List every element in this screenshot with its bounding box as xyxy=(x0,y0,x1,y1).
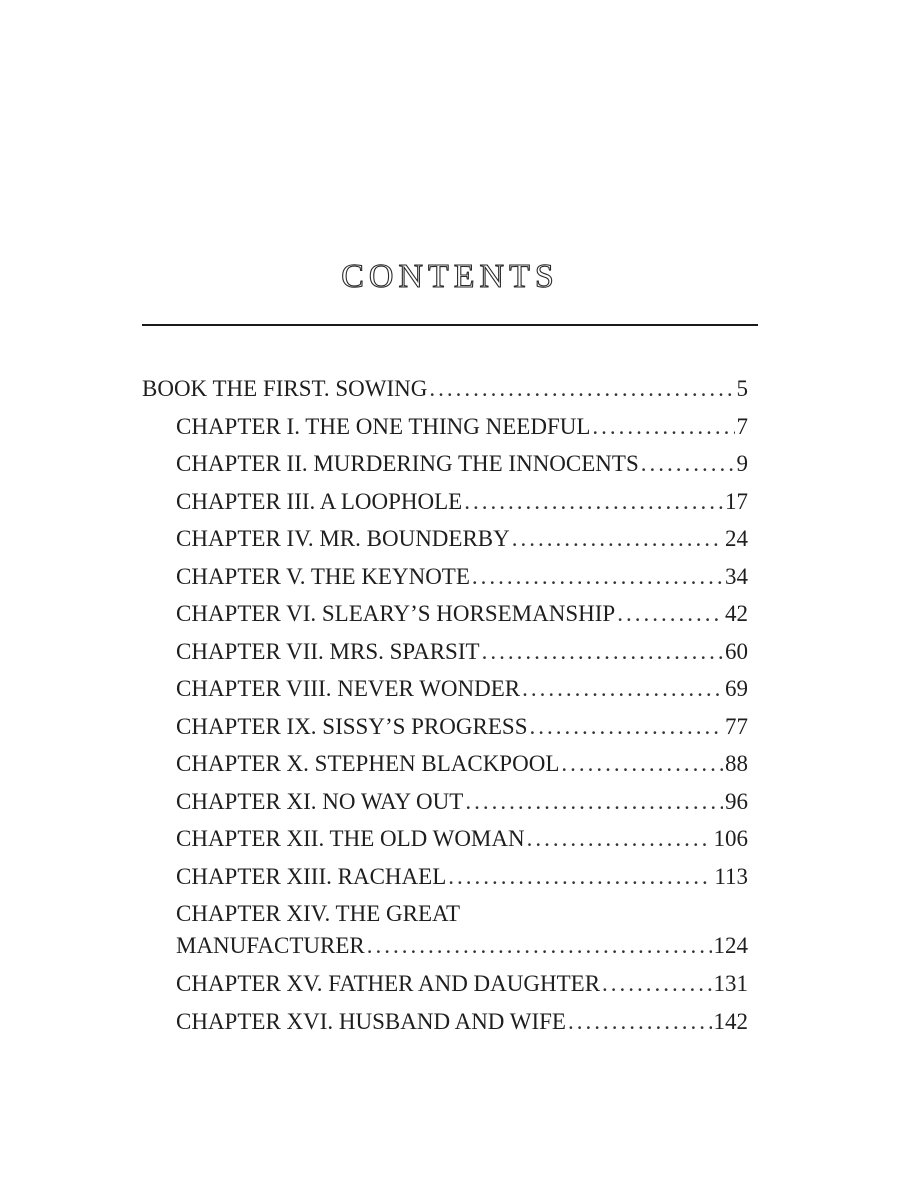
toc-entry-page: 60 xyxy=(725,638,748,664)
toc-entry-page: 124 xyxy=(713,933,748,958)
toc-entry-chapter-5[interactable] xyxy=(142,558,748,596)
dot-leader xyxy=(367,930,712,962)
dot-leader xyxy=(429,370,734,408)
toc-entry-title: CHAPTER III. A LOOPHOLE xyxy=(176,488,463,514)
toc-entry-chapter-11[interactable] xyxy=(142,783,748,821)
toc-entry-page: 9 xyxy=(736,451,748,476)
toc-entry-chapter-2[interactable] xyxy=(142,445,748,483)
toc-entry-title: CHAPTER X. STEPHEN BLACKPOOL xyxy=(176,751,560,776)
dot-leader xyxy=(465,783,723,821)
toc-entry-title: CHAPTER XV. FATHER AND DAUGHTER xyxy=(176,971,601,996)
toc-entry-chapter-12[interactable] xyxy=(142,820,748,858)
dot-leader xyxy=(592,408,734,446)
dot-leader xyxy=(527,820,712,858)
dot-leader xyxy=(568,1003,712,1041)
toc-entry-title: CHAPTER V. THE KEYNOTE xyxy=(176,563,470,589)
contents-heading: CONTENTS xyxy=(341,258,559,295)
toc-entry-page: 42 xyxy=(725,601,748,626)
dot-leader xyxy=(617,595,723,633)
toc-entry-chapter-16[interactable] xyxy=(142,1003,748,1041)
toc-entry-page: 17 xyxy=(725,488,748,514)
toc-entry-title: CHAPTER XI. NO WAY OUT xyxy=(176,788,464,814)
toc-entry-title: CHAPTER XII. THE OLD WOMAN xyxy=(176,826,525,851)
table-of-contents xyxy=(142,370,748,1040)
toc-entry-title: CHAPTER VIII. NEVER WONDER xyxy=(176,676,521,701)
toc-entry-page: 96 xyxy=(725,788,748,814)
toc-entry-title-line-2-row xyxy=(176,930,748,962)
toc-entry-page: 131 xyxy=(713,971,748,996)
dot-leader xyxy=(641,445,735,483)
toc-entry-page: 142 xyxy=(713,1008,748,1034)
toc-entry-chapter-9[interactable] xyxy=(142,708,748,746)
toc-entry-chapter-3[interactable] xyxy=(142,483,748,521)
toc-entry-title-line-1: CHAPTER XIV. THE GREAT xyxy=(176,901,461,926)
dot-leader xyxy=(561,745,723,783)
dot-leader xyxy=(482,633,723,671)
toc-entry-chapter-13[interactable] xyxy=(142,858,748,896)
toc-entry-chapter-14[interactable] xyxy=(142,895,748,965)
toc-entry-title: CHAPTER XVI. HUSBAND AND WIFE xyxy=(176,1008,566,1034)
dot-leader xyxy=(602,965,711,1003)
toc-entry-title: CHAPTER IV. MR. BOUNDERBY xyxy=(176,526,510,551)
toc-entry-chapter-15[interactable] xyxy=(142,965,748,1003)
toc-entry-title: BOOK THE FIRST. SOWING xyxy=(142,376,428,401)
dot-leader xyxy=(522,670,723,708)
heading-divider xyxy=(142,324,758,326)
dot-leader xyxy=(512,520,723,558)
toc-entry-chapter-4[interactable] xyxy=(142,520,748,558)
toc-entry-chapter-1[interactable] xyxy=(142,408,748,446)
toc-entry-page: 7 xyxy=(736,413,748,439)
toc-entry-title: CHAPTER I. THE ONE THING NEEDFUL xyxy=(176,413,591,439)
toc-entry-page: 88 xyxy=(725,751,748,776)
toc-entry-page: 113 xyxy=(714,863,748,889)
toc-entry-title-line-2: MANUFACTURER xyxy=(176,933,365,958)
dot-leader xyxy=(464,483,723,521)
toc-entry-title: CHAPTER XIII. RACHAEL xyxy=(176,863,447,889)
toc-entry-title: CHAPTER VI. SLEARY’S HORSEMANSHIP xyxy=(176,601,616,626)
toc-entry-chapter-6[interactable] xyxy=(142,595,748,633)
toc-entry-title: CHAPTER VII. MRS. SPARSIT xyxy=(176,638,480,664)
toc-entry-page: 5 xyxy=(736,376,748,401)
toc-entry-chapter-8[interactable] xyxy=(142,670,748,708)
toc-entry-title: CHAPTER IX. SISSY’S PROGRESS xyxy=(176,713,528,739)
toc-entry-title: CHAPTER II. MURDERING THE INNOCENTS xyxy=(176,451,639,476)
dot-leader xyxy=(472,558,723,596)
toc-entry-page: 106 xyxy=(713,826,748,851)
dot-leader xyxy=(529,708,723,746)
toc-entry-chapter-7[interactable] xyxy=(142,633,748,671)
toc-entry-page: 24 xyxy=(725,526,748,551)
toc-entry-book-first[interactable] xyxy=(142,370,748,408)
toc-entry-page: 77 xyxy=(725,713,748,739)
toc-entry-page: 34 xyxy=(725,563,748,589)
dot-leader xyxy=(448,858,712,896)
toc-entry-chapter-10[interactable] xyxy=(142,745,748,783)
toc-entry-page: 69 xyxy=(725,676,748,701)
